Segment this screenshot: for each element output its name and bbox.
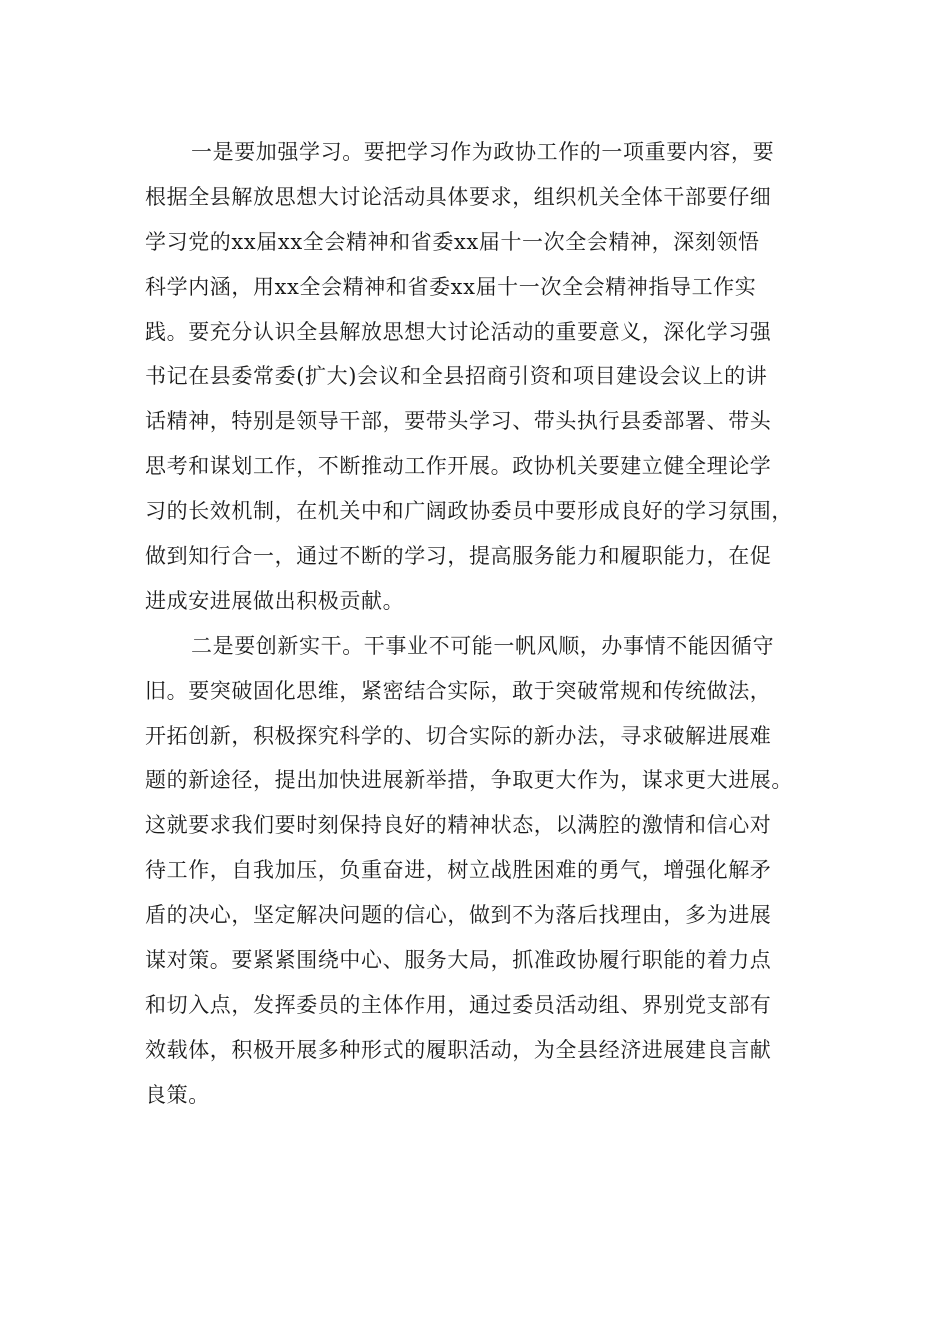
paragraph-line: 做到知行合一，通过不断的学习，提高服务能力和履职能力，在促	[145, 544, 772, 569]
document-body	[145, 130, 835, 1118]
paragraph-line: 话精神，特别是领导干部，要带头学习、带头执行县委部署、带头	[145, 409, 772, 434]
paragraph-innovation	[145, 624, 835, 1118]
paragraph-line: 根据全县解放思想大讨论活动具体要求，组织机关全体干部要仔细	[145, 184, 772, 209]
paragraph-line: 旧。要突破固化思维，紧密结合实际，敢于突破常规和传统做法，	[145, 678, 772, 703]
paragraph-line: 盾的决心，坚定解决问题的信心，做到不为落后找理由，多为进展	[145, 903, 772, 928]
paragraph-line: 一是要加强学习。要把学习作为政协工作的一项重要内容，要	[191, 140, 775, 164]
paragraph-line: 践。要充分认识全县解放思想大讨论活动的重要意义，深化学习强	[145, 319, 772, 344]
paragraph-line: 题的新途径，提出加快进展新举措，争取更大作为，谋求更大进展。	[145, 768, 793, 793]
paragraph-line: 和切入点，发挥委员的主体作用，通过委员活动组、界别党支部有	[145, 992, 772, 1017]
paragraph-line: 谋对策。要紧紧围绕中心、服务大局，抓准政协履行职能的着力点	[145, 948, 772, 973]
paragraph-study	[145, 130, 835, 624]
paragraph-line: 思考和谋划工作，不断推动工作开展。政协机关要建立健全理论学	[145, 454, 772, 479]
paragraph-line: 效载体，积极开展多种形式的履职活动，为全县经济进展建良言献	[145, 1037, 772, 1062]
paragraph-line: 书记在县委常委(扩大)会议和全县招商引资和项目建设会议上的讲	[145, 364, 768, 389]
paragraph-line: 科学内涵，用xx全会精神和省委xx届十一次全会精神指导工作实	[145, 274, 757, 299]
paragraph-line: 待工作，自我加压，负重奋进，树立战胜困难的勇气，增强化解矛	[145, 858, 772, 883]
paragraph-line: 习的长效机制，在机关中和广阔政协委员中要形成良好的学习氛围，	[145, 499, 793, 524]
paragraph-line: 二是要创新实干。干事业不可能一帆风顺，办事情不能因循守	[191, 633, 775, 658]
paragraph-line: 学习党的xx届xx全会精神和省委xx届十一次全会精神，深刻领悟	[145, 229, 760, 254]
paragraph-line: 这就要求我们要时刻保持良好的精神状态，以满腔的激情和信心对	[145, 813, 772, 838]
paragraph-line: 开拓创新，积极探究科学的、切合实际的新办法，寻求破解进展难	[145, 723, 772, 748]
paragraph-line: 良策。	[145, 1082, 210, 1107]
paragraph-line: 进成安进展做出积极贡献。	[145, 588, 405, 613]
